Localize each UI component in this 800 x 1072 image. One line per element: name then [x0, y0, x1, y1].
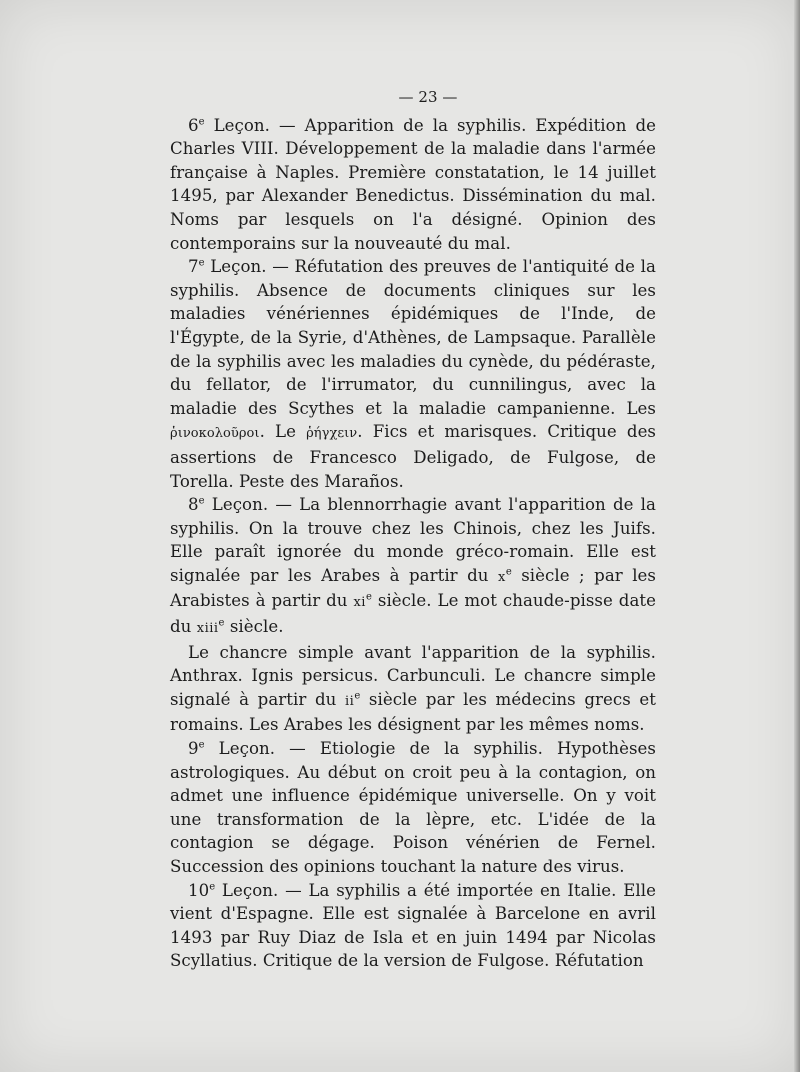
century-ordinal: e [505, 566, 512, 578]
paragraph-lecon-6 [170, 114, 656, 256]
paragraph-text: Leçon. — La syphilis a été importée en Italie. Elle vient d'Espagne. Elle est signalée à Barcelone en avril 1493 par Ruy Diaz de Isla et en juin 1494 par Nicolas Scyllatius. Critique de la version de Fulgose. Réfutation [170, 880, 656, 971]
paragraph-lecon-9 [170, 737, 656, 879]
paragraph-lecon-8 [170, 493, 656, 641]
century-numeral: ii [345, 693, 355, 709]
century-ordinal: e [354, 690, 361, 702]
paragraph-text: . Fics et marisques. Critique des assertions de Francesco Deligado, de Fulgose, de Torella. Peste des Maraños. [170, 422, 657, 491]
lesson-number: 8 [188, 495, 199, 515]
page-edge-shadow [794, 0, 800, 1072]
page-text-block [170, 86, 656, 973]
century-ordinal: e [218, 617, 225, 629]
paragraph-text: siècle ; par les Arabistes à partir du [170, 565, 656, 611]
paragraph-text: siècle. [224, 617, 284, 637]
paragraph-text: Le chancre simple avant l'apparition de la syphilis. Anthrax. Ignis persicus. Carbunculi. Le chancre simple signalé à partir du [170, 642, 656, 709]
century-numeral: xiii [196, 621, 219, 637]
paragraph-lecon-10 [170, 879, 656, 973]
lesson-ordinal: e [209, 881, 216, 893]
paragraph-text: Leçon. — Réfutation des preuves de l'antiquité de la syphilis. Absence de documents cliniques sur les maladies vénériennes épidémiques de l'Inde, de l'Égypte, de la Syrie, d'Athènes, de Lampsaque. Parallèle de la syphilis avec les maladies du cynède, du pédéraste, du fellator, de l'irrumator, du cunnilingus, avec la maladie des Scythes et la maladie campanienne. Les [170, 257, 656, 418]
paragraph-text: . Le [259, 422, 307, 442]
lesson-number: 7 [188, 257, 199, 277]
page-number: — 23 — [398, 88, 458, 106]
paragraph-text: siècle par les médecins grecs et romains. Les Arabes les désignent par les mêmes noms. [170, 689, 656, 735]
greek-word: ῥινοκολοῦροι [170, 426, 260, 442]
lesson-number: 9 [188, 739, 199, 759]
lesson-ordinal: e [198, 257, 205, 269]
century-numeral: xi [353, 595, 366, 611]
paragraph-text: Leçon. — La blennorrhagie avant l'apparition de la syphilis. On la trouve chez les Chinois, chez les Juifs. Elle paraît ignorée du monde gréco-romain. Elle est signalée par les Arabes à partir du [170, 495, 656, 585]
lesson-ordinal: e [198, 116, 205, 128]
century-numeral: x [497, 569, 506, 585]
paragraph-text: siècle. Le mot chaude-pisse date du [170, 591, 656, 637]
greek-word: ῥήγχειν [306, 426, 358, 442]
paragraph-lecon-7 [170, 255, 656, 493]
paragraph-text: Leçon. — Apparition de la syphilis. Expédition de Charles VIII. Développement de la maladie dans l'armée française à Naples. Première constatation, le 14 juillet 1495, par Alexander Benedictus. Dissémination du mal. Noms par lesquels on l'a désigné. Opinion des contemporains sur la nouveauté du mal. [170, 115, 656, 253]
paragraph-chancre [170, 641, 656, 737]
lesson-number: 10 [188, 880, 210, 900]
paragraph-text: Leçon. — Etiologie de la syphilis. Hypothèses astrologiques. Au début on croit peu à la contagion, on admet une influence épidémique universelle. On y voit une transformation de la lèpre, etc. L'idée de la contagion se dégage. Poison vénérien de Fernel. Succession des opinions touchant la nature des virus. [170, 739, 656, 876]
lesson-ordinal: e [198, 495, 205, 507]
lesson-ordinal: e [198, 739, 205, 751]
lesson-number: 6 [188, 115, 199, 135]
century-ordinal: e [365, 591, 372, 603]
